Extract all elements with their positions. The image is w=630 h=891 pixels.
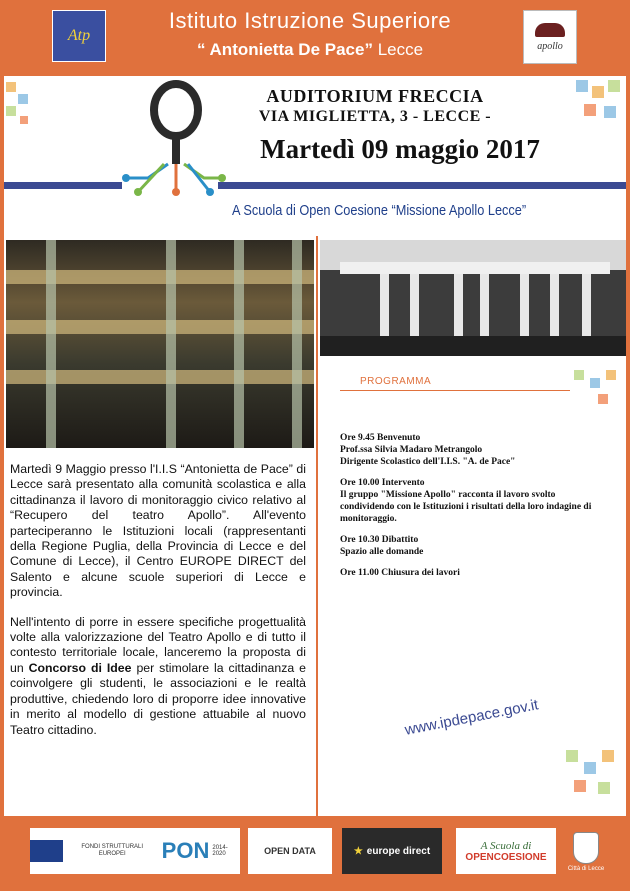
column-divider [316,236,318,816]
pon-logo [30,828,240,874]
city-crest-icon [573,832,599,864]
contest-name: Concorso di Idee [28,660,132,675]
star-icon: ★ [353,845,363,857]
event-description [10,462,306,752]
coesione-line-1: A Scuola di [480,839,532,852]
event-date: Martedì 09 maggio 2017 [260,134,540,164]
theatre-exterior-photo [320,240,626,356]
apollo-logo [523,10,577,64]
project-name: A Scuola di Open Coesione “Missione Apollo Lecce” [232,202,527,219]
citta-lecce-logo [566,828,606,876]
divider-line-right [218,182,626,189]
circuit-decoration-icon [4,76,44,134]
opencoesione-logo [456,828,556,874]
school-name: “ Antonietta De Pace” [196,40,373,59]
pon-years: 2014-2020 [212,845,228,857]
eu-flag-icon [30,840,63,862]
circuit-decoration-icon [572,76,626,134]
program-heading-rule [340,390,570,391]
header-band [0,0,630,76]
circuit-decoration-icon [568,364,626,410]
opendata-logo: OPEN DATA [248,828,332,874]
website-link[interactable]: www.ipdepace.gov.it [403,696,540,739]
apollo-logo-text: apollo [537,40,563,52]
school-logo-text: Atp [67,27,91,44]
program-item: Ore 9.45 Benvenuto Prof.ssa Silvia Madaro Metrangolo Dirigente Scolastico dell'I.I.S. "A. de Pace" [340,433,516,467]
program-list [340,432,600,588]
coesione-line-2: OPENCOESIONE [465,851,547,863]
europe-direct-logo [342,828,442,874]
school-logo [52,10,106,62]
program-item: Ore 10.30 Dibattito Spazio alle domande [340,535,424,557]
school-city: Lecce [372,40,424,59]
right-border [626,76,630,891]
theatre-interior-photo [6,240,314,448]
citta-text: Città di Lecce [567,866,605,872]
program-heading: PROGRAMMA [360,376,432,387]
school-title: Istituto Istruzione Superiore [168,8,452,33]
fondi-text: FONDI STRUTTURALI EUROPEI [81,844,144,857]
school-subtitle [120,40,500,60]
circuit-decoration-icon [560,742,626,802]
pon-text: PON [161,838,210,863]
venue-name: AUDITORIUM FRECCIA [266,86,484,106]
program-item: Ore 10.00 Intervento Il gruppo "Missione Apollo" racconta il lavoro svolto condividendo con le Istituzioni i risultati della loro indagine di monitoraggio. [340,478,592,524]
program-item: Ore 11.00 Chiusura dei lavori [340,568,460,578]
divider-line-left [4,182,122,189]
left-border [0,76,4,891]
venue-address: VIA MIGLIETTA, 3 - LECCE - [258,108,492,125]
description-paragraph: Nell'intento di porre in essere specifiche progettualità volte alla valorizzazione del Teatro Apollo e di tutto il contesto territoriale locale, lanceremo la proposta di un Concorso di Idee per stimolare la cittadinanza e coinvolgere gli studenti, le associazioni e le realtà produttive, chiedendo loro di proporre idee innovative in merito al modello di gestione attuabile al nuovo Teatro cittadino. [10,614,306,737]
description-paragraph: Martedì 9 Maggio presso l'I.I.S “Antonietta de Pace” di Lecce sarà presentato alla comunità scolastica e alla cittadinanza il lavoro di monitoraggio civico relativo al “Recupero del teatro Apollo”. All'evento parteciperanno le Istituzioni locali (rappresentanti della Regione Puglia, della Provincia di Lecce e del Comune di Lecce), il Centro EUROPE DIRECT del Salento e alcune scuole superiori di Lecce e provincia. [10,462,306,600]
europe-direct-text: europe direct [366,845,431,857]
apollo-hat-icon [535,23,565,37]
